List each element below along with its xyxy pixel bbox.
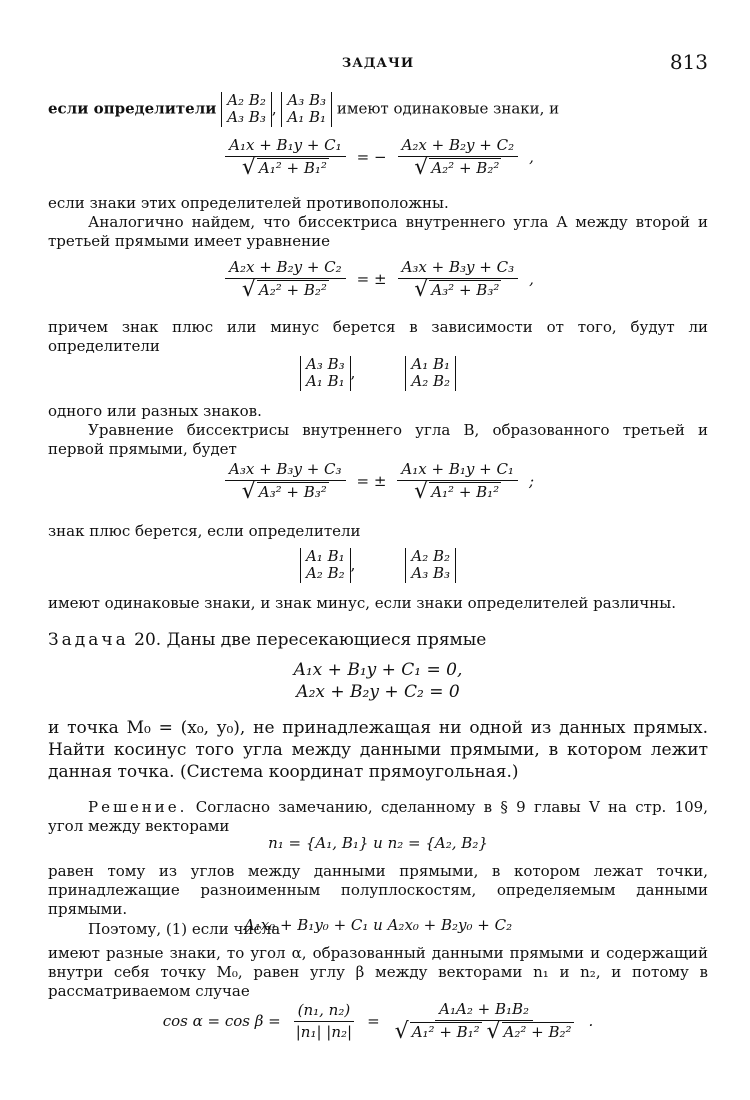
- determinant: A₁ B₁ A₂ B₂: [300, 548, 351, 583]
- task-label: Задача: [48, 630, 129, 650]
- numbers-line: A₁x₀ + B₁y₀ + C₁ и A₂x₀ + B₂y₀ + C₂: [243, 916, 513, 934]
- equation-3: A₃x + B₃y + C₃ √ A₃² + B₃² = ± A₁x + B₁y + C₁ √ A₁² + B₁² ;: [48, 460, 708, 503]
- determinant: A₁ B₁ A₂ B₂: [405, 356, 456, 391]
- determinant-pair: A₃ B₃ A₁ B₁ , A₁ B₁ A₂ B₂: [48, 356, 708, 391]
- running-title: ЗАДАЧИ: [341, 56, 415, 71]
- paragraph: имеют разные знаки, то угол α, образованный данными прямыми и содержащий внутри себя точку M₀, равен углу β между векторами n₁ и n₂, и потому в рассматриваемом случае: [48, 944, 708, 1001]
- task-heading: [48, 630, 708, 652]
- equation-2: A₂x + B₂y + C₂ √ A₂² + B₂² = ± A₃x + B₃y + C₃ √ A₃² + B₃² ,: [48, 258, 708, 301]
- task-text: 20. Даны две пересекающиеся прямые: [134, 630, 487, 650]
- determinant-line: если определители A₂ B₂ A₃ B₃ , A₃ B₃ A₁ B₁ имеют одинаковые знаки, и: [48, 91, 560, 127]
- determinant: A₂ B₂ A₃ B₃: [405, 548, 456, 583]
- solution: Решение. Согласно замечанию, сделанному в § 9 главы V на стр. 109, угол между векторами: [48, 798, 708, 836]
- task-body: и точка M₀ = (x₀, y₀), не принадлежащая ни одной из данных прямых. Найти косинус того угла между данными прямыми, в котором лежит данная точка. (Система координат прямоугольная.): [48, 718, 708, 782]
- vector-definition: n₁ = {A₁, B₁} и n₂ = {A₂, B₂}: [268, 834, 488, 852]
- determinant-pair: A₁ B₁ A₂ B₂ , A₂ B₂ A₃ B₃: [48, 548, 708, 583]
- paragraph: равен тому из углов между данными прямыми, в котором лежат точки, принадлежащие разноименным полуплоскостям, определяемым данными прямыми. Поэтому, (1) если числа: [48, 862, 708, 938]
- page: [48, 0, 708, 1100]
- determinant: A₃ B₃ A₁ B₁: [300, 356, 351, 391]
- text-line: имеют одинаковые знаки, и: [336, 99, 560, 118]
- paragraph: имеют одинаковые знаки, и знак минус, если знаки определителей различны.: [48, 594, 676, 612]
- cos-formula: cos α = cos β = $\frac{\text{(n₁, n₂)}}{\text{|n₁| |n₂|}}$ = A₁A₂ + B₁B₂ √ A₁² + B₁² √ A₂² + B₂² .: [162, 1000, 594, 1045]
- page-number: 813: [669, 50, 708, 74]
- determinant: A₂ B₂ A₃ B₃: [221, 92, 272, 127]
- text-line: если определители: [48, 99, 217, 118]
- equation-1: A₁x + B₁y + C₁ √ A₁² + B₁² = − A₂x + B₂y + C₂ √ A₂² + B₂² ,: [48, 136, 708, 179]
- paragraph: причем знак плюс или минус берется в зависимости от того, будут ли определители: [48, 318, 708, 356]
- page-header: [48, 50, 708, 74]
- paragraph: знак плюс берется, если определители: [48, 522, 361, 540]
- paragraph: одного или разных знаков. Уравнение биссектрисы внутреннего угла B, образованного третьей и первой прямыми, будет: [48, 402, 708, 459]
- paragraph: если знаки этих определителей противоположны. Аналогично найдем, что биссектриса внутреннего угла A между второй и третьей прямыми имеет уравнение: [48, 194, 708, 251]
- solution-label: Решение.: [88, 798, 188, 816]
- determinant: A₃ B₃ A₁ B₁: [281, 92, 332, 127]
- system-of-lines: A₁x + B₁y + C₁ = 0, A₂x + B₂y + C₂ = 0: [293, 660, 463, 702]
